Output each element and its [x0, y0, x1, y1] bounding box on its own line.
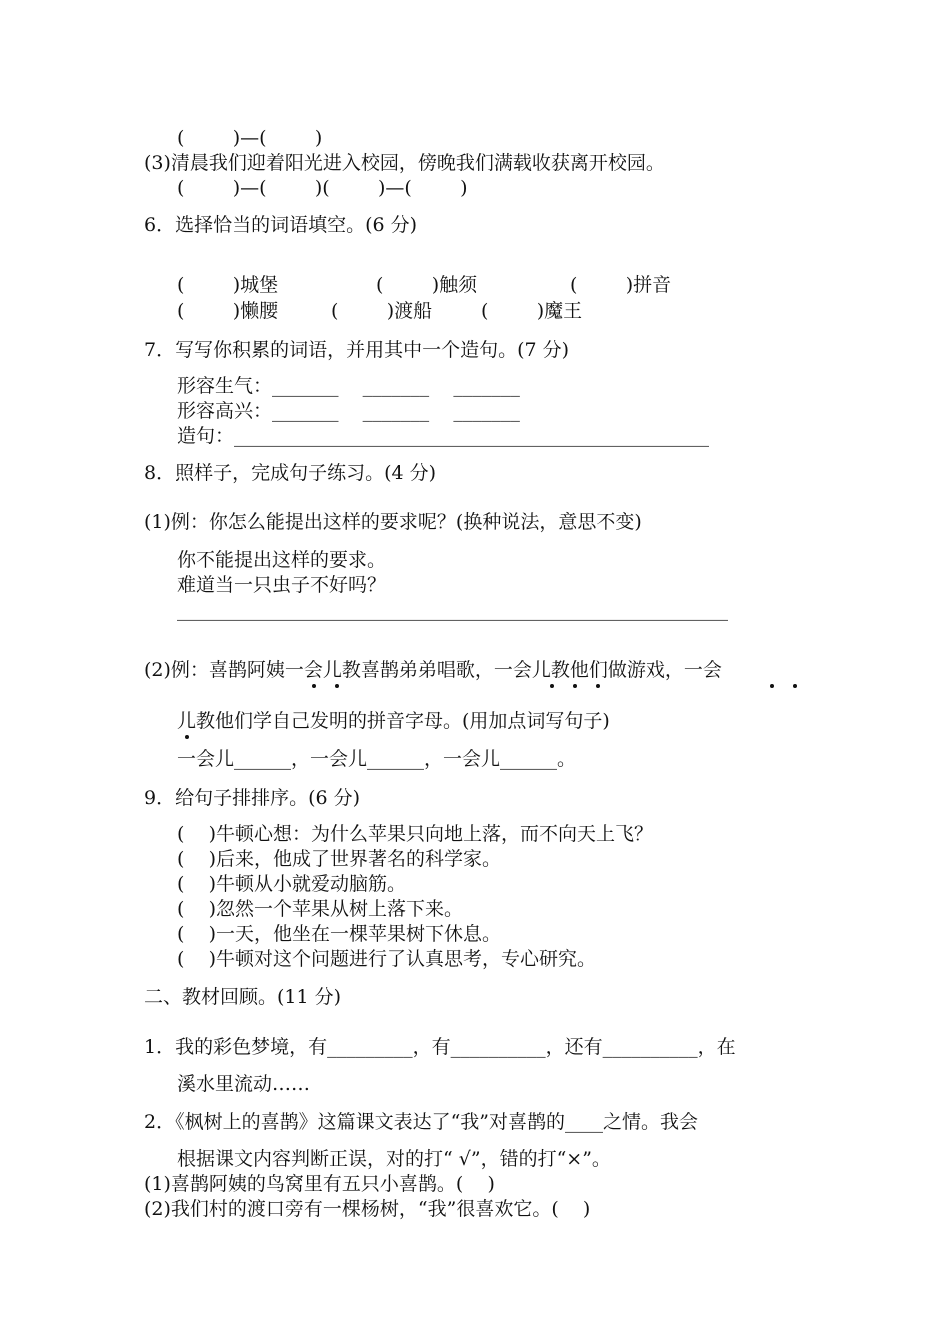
q8-example-1-sentence: 你不能提出这样的要求。	[177, 549, 387, 571]
q9-heading: 9．给句子排排序。(6 分)	[144, 787, 361, 809]
q6-heading: 6．选择恰当的词语填空。(6 分)	[144, 214, 418, 236]
list-item: ( )忽然一个苹果从树上落下来。	[177, 898, 463, 920]
q7-line-happy: 形容高兴：_______ _______ _______	[177, 400, 520, 422]
q8-example-2-line-1: (2)例：喜鹊阿姨一会儿教喜鹊弟弟唱歌，一会儿教他们做游戏，一会	[144, 659, 722, 681]
q6-blank: ( )魔王	[481, 300, 583, 322]
q7-heading: 7．写写你积累的词语，并用其中一个造句。(7 分)	[144, 339, 570, 361]
list-item: ( )牛顿对这个问题进行了认真思考，专心研究。	[177, 948, 596, 970]
q6-blank: ( )渡船	[331, 300, 433, 322]
s2-q2-line-2: 根据课文内容判断正误，对的打“ √”，错的打“×”。	[177, 1148, 611, 1170]
blank-pair-1: ( )—( )	[177, 127, 323, 149]
item-3-text: (3)清晨我们迎着阳光进入校园，傍晚我们满载收获离开校园。	[144, 152, 665, 174]
q6-blank: ( )拼音	[570, 274, 672, 296]
list-item: ( )一天，他坐在一棵苹果树下休息。	[177, 923, 501, 945]
emphasis-dot	[335, 684, 339, 688]
list-item: ( )牛顿从小就爱动脑筋。	[177, 873, 406, 895]
q6-blank: ( )城堡	[177, 274, 279, 296]
q8-heading: 8．照样子，完成句子练习。(4 分)	[144, 462, 437, 484]
emphasis-dot	[185, 735, 189, 739]
list-item: ( )后来，他成了世界著名的科学家。	[177, 848, 501, 870]
s2-q2-item-1: (1)喜鹊阿姨的鸟窝里有五只小喜鹊。( )	[144, 1173, 495, 1195]
list-item: ( )牛顿心想：为什么苹果只向地上落，而不向天上飞？	[177, 823, 653, 845]
emphasis-dot	[550, 684, 554, 688]
emphasis-dot	[793, 684, 797, 688]
s2-q2-line-1: 2．《枫树上的喜鹊》这篇课文表达了“我”对喜鹊的____之情。我会	[144, 1111, 699, 1133]
q8-example-1-question: 难道当一只虫子不好吗？	[177, 574, 387, 596]
q7-line-angry: 形容生气：_______ _______ _______	[177, 375, 520, 397]
emphasis-dot	[770, 684, 774, 688]
s2-q1-line-1: 1．我的彩色梦境，有_________，有__________，还有__________，在	[144, 1036, 736, 1058]
q8-example-2-line-2: 儿教他们学自己发明的拼音字母。(用加点词写句子)	[177, 710, 610, 732]
q6-blank: ( )懒腰	[177, 300, 279, 322]
q8-fill-line: 一会儿______，一会儿______，一会儿______。	[177, 748, 577, 770]
q8-example-1: (1)例：你怎么能提出这样的要求呢？(换种说法，意思不变)	[144, 511, 642, 533]
s2-q1-line-2: 溪水里流动……	[177, 1073, 311, 1095]
emphasis-dot	[312, 684, 316, 688]
section-2-heading: 二、教材回顾。(11 分)	[144, 986, 342, 1008]
q8-answer-line: __________________________________________________________	[177, 599, 728, 621]
emphasis-dot	[596, 684, 600, 688]
q7-sentence-line: 造句：__________________________________________________	[177, 425, 710, 447]
blank-pair-2: ( )—( )( )—( )	[177, 177, 468, 199]
s2-q2-item-2: (2)我们村的渡口旁有一棵杨树，“我”很喜欢它。( )	[144, 1198, 591, 1220]
emphasis-dot	[573, 684, 577, 688]
q6-blank: ( )触须	[376, 274, 478, 296]
